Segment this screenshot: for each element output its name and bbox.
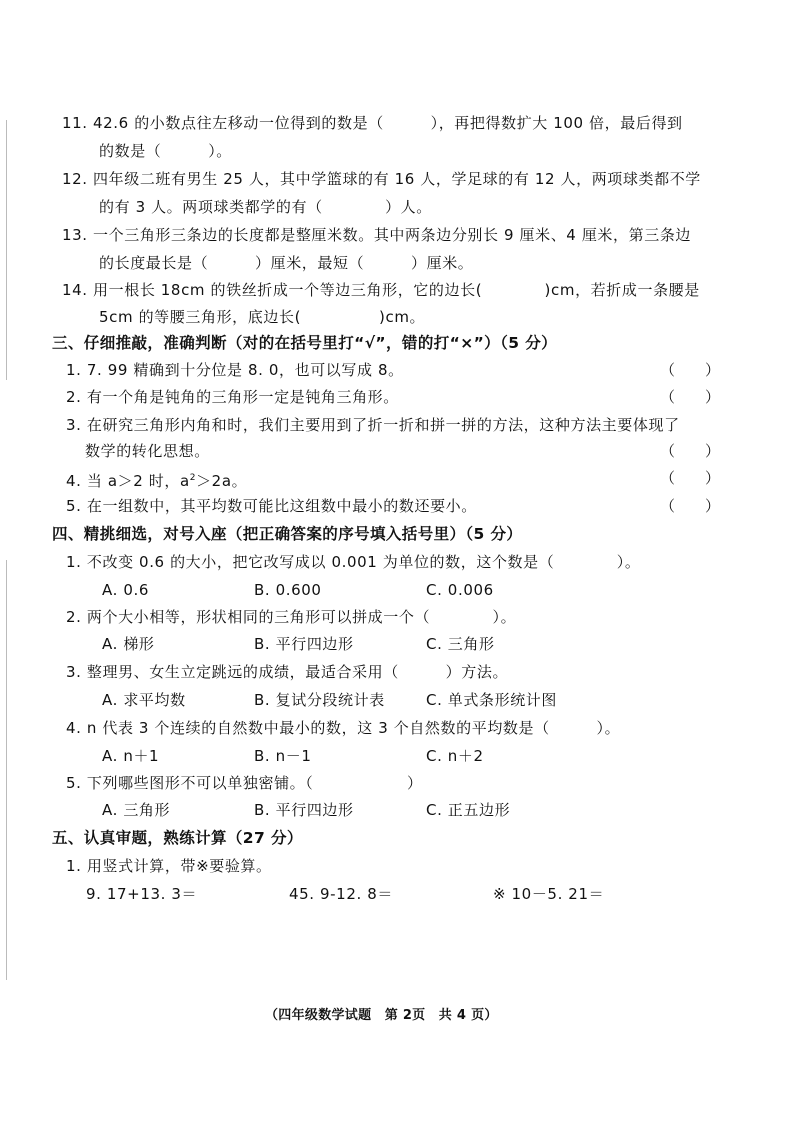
choice-option-b: B. 平行四边形 — [254, 635, 354, 653]
exponent: 2 — [189, 473, 197, 483]
judge-item-4 — [66, 468, 247, 491]
choice-option-a: A. 0.6 — [102, 581, 149, 599]
section-5-heading: 五、认真审题，熟练计算（27 分） — [52, 829, 303, 847]
question-12-line2: 的有 3 人。两项球类都学的有（ ）人。 — [99, 198, 432, 216]
choice-option-b: B. 平行四边形 — [254, 801, 354, 819]
choice-option-c: C. n＋2 — [426, 747, 484, 765]
question-14-line2: 5cm 的等腰三角形，底边长( )cm。 — [99, 308, 426, 326]
choice-option-a: A. 求平均数 — [102, 691, 186, 709]
choice-option-a: A. 三角形 — [102, 801, 171, 819]
calc-instruction: 1. 用竖式计算，带※要验算。 — [66, 857, 272, 875]
judge-item-3-line2: 数学的转化思想。 — [85, 442, 210, 460]
choice-question-3: 3. 整理男、女生立定跳远的成绩，最适合采用（ ）方法。 — [66, 663, 509, 681]
choice-option-c: C. 0.006 — [426, 581, 494, 599]
judge-item-5: 5. 在一组数中，其平均数可能比这组数中最小的数还要小。 — [66, 497, 477, 515]
choice-option-c: C. 正五边形 — [426, 801, 511, 819]
judge-item-1: 1. 7. 99 精确到十分位是 8. 0，也可以写成 8。 — [66, 361, 404, 379]
question-12-line1: 12. 四年级二班有男生 25 人，其中学篮球的有 16 人，学足球的有 12 人，两项球类都不学 — [62, 170, 701, 188]
calc-problem-1: 9. 17+13. 3＝ — [86, 885, 198, 903]
calc-problem-3: ※ 10－5. 21＝ — [493, 885, 605, 903]
choice-question-4: 4. n 代表 3 个连续的自然数中最小的数，这 3 个自然数的平均数是（ ）。 — [66, 719, 621, 737]
judge-item-4-text: 4. 当 a＞2 时，a — [66, 472, 190, 490]
choice-option-b: B. 复试分段统计表 — [254, 691, 385, 709]
answer-paren: （ ） — [660, 442, 721, 460]
scan-edge-line — [6, 120, 7, 380]
choice-question-2: 2. 两个大小相等，形状相同的三角形可以拼成一个（ ）。 — [66, 608, 517, 626]
section-4-heading: 四、精挑细选，对号入座（把正确答案的序号填入括号里）（5 分） — [52, 525, 523, 543]
calc-problem-2: 45. 9-12. 8＝ — [289, 885, 393, 903]
scan-edge-line — [6, 560, 7, 980]
judge-item-3: 3. 在研究三角形内角和时，我们主要用到了折一折和拼一拼的方法，这种方法主要体现了 — [66, 416, 680, 434]
judge-item-2: 2. 有一个角是钝角的三角形一定是钝角三角形。 — [66, 388, 399, 406]
section-3-heading: 三、仔细推敲，准确判断（对的在括号里打“√”，错的打“×”）（5 分） — [52, 334, 558, 352]
choice-option-b: B. n－1 — [254, 747, 312, 765]
answer-paren: （ ） — [660, 388, 721, 406]
question-11-line1: 11. 42.6 的小数点往左移动一位得到的数是（ ），再把得数扩大 100 倍，最后得到 — [62, 114, 683, 132]
page-footer: （四年级数学试题 第 2页 共 4 页） — [265, 1008, 498, 1023]
judge-item-4-suffix: ＞2a。 — [196, 472, 248, 490]
question-13-line2: 的长度最长是（ ）厘米，最短（ ）厘米。 — [99, 254, 474, 272]
choice-option-a: A. 梯形 — [102, 635, 155, 653]
choice-question-5: 5. 下列哪些图形不可以单独密铺。（ ） — [66, 774, 423, 792]
answer-paren: （ ） — [660, 361, 721, 379]
choice-option-c: C. 单式条形统计图 — [426, 691, 558, 709]
choice-option-a: A. n＋1 — [102, 747, 160, 765]
answer-paren: （ ） — [660, 497, 721, 515]
question-13-line1: 13. 一个三角形三条边的长度都是整厘米数。其中两条边分别长 9 厘米、4 厘米，第三条边 — [62, 226, 692, 244]
answer-paren: （ ） — [660, 469, 721, 487]
question-14-line1: 14. 用一根长 18cm 的铁丝折成一个等边三角形，它的边长( )cm，若折成一条腰是 — [62, 281, 700, 299]
question-11-line2: 的数是（ ）。 — [99, 142, 232, 160]
choice-option-c: C. 三角形 — [426, 635, 495, 653]
choice-question-1: 1. 不改变 0.6 的大小，把它改写成以 0.001 为单位的数，这个数是（ ）。 — [66, 553, 641, 571]
choice-option-b: B. 0.600 — [254, 581, 322, 599]
